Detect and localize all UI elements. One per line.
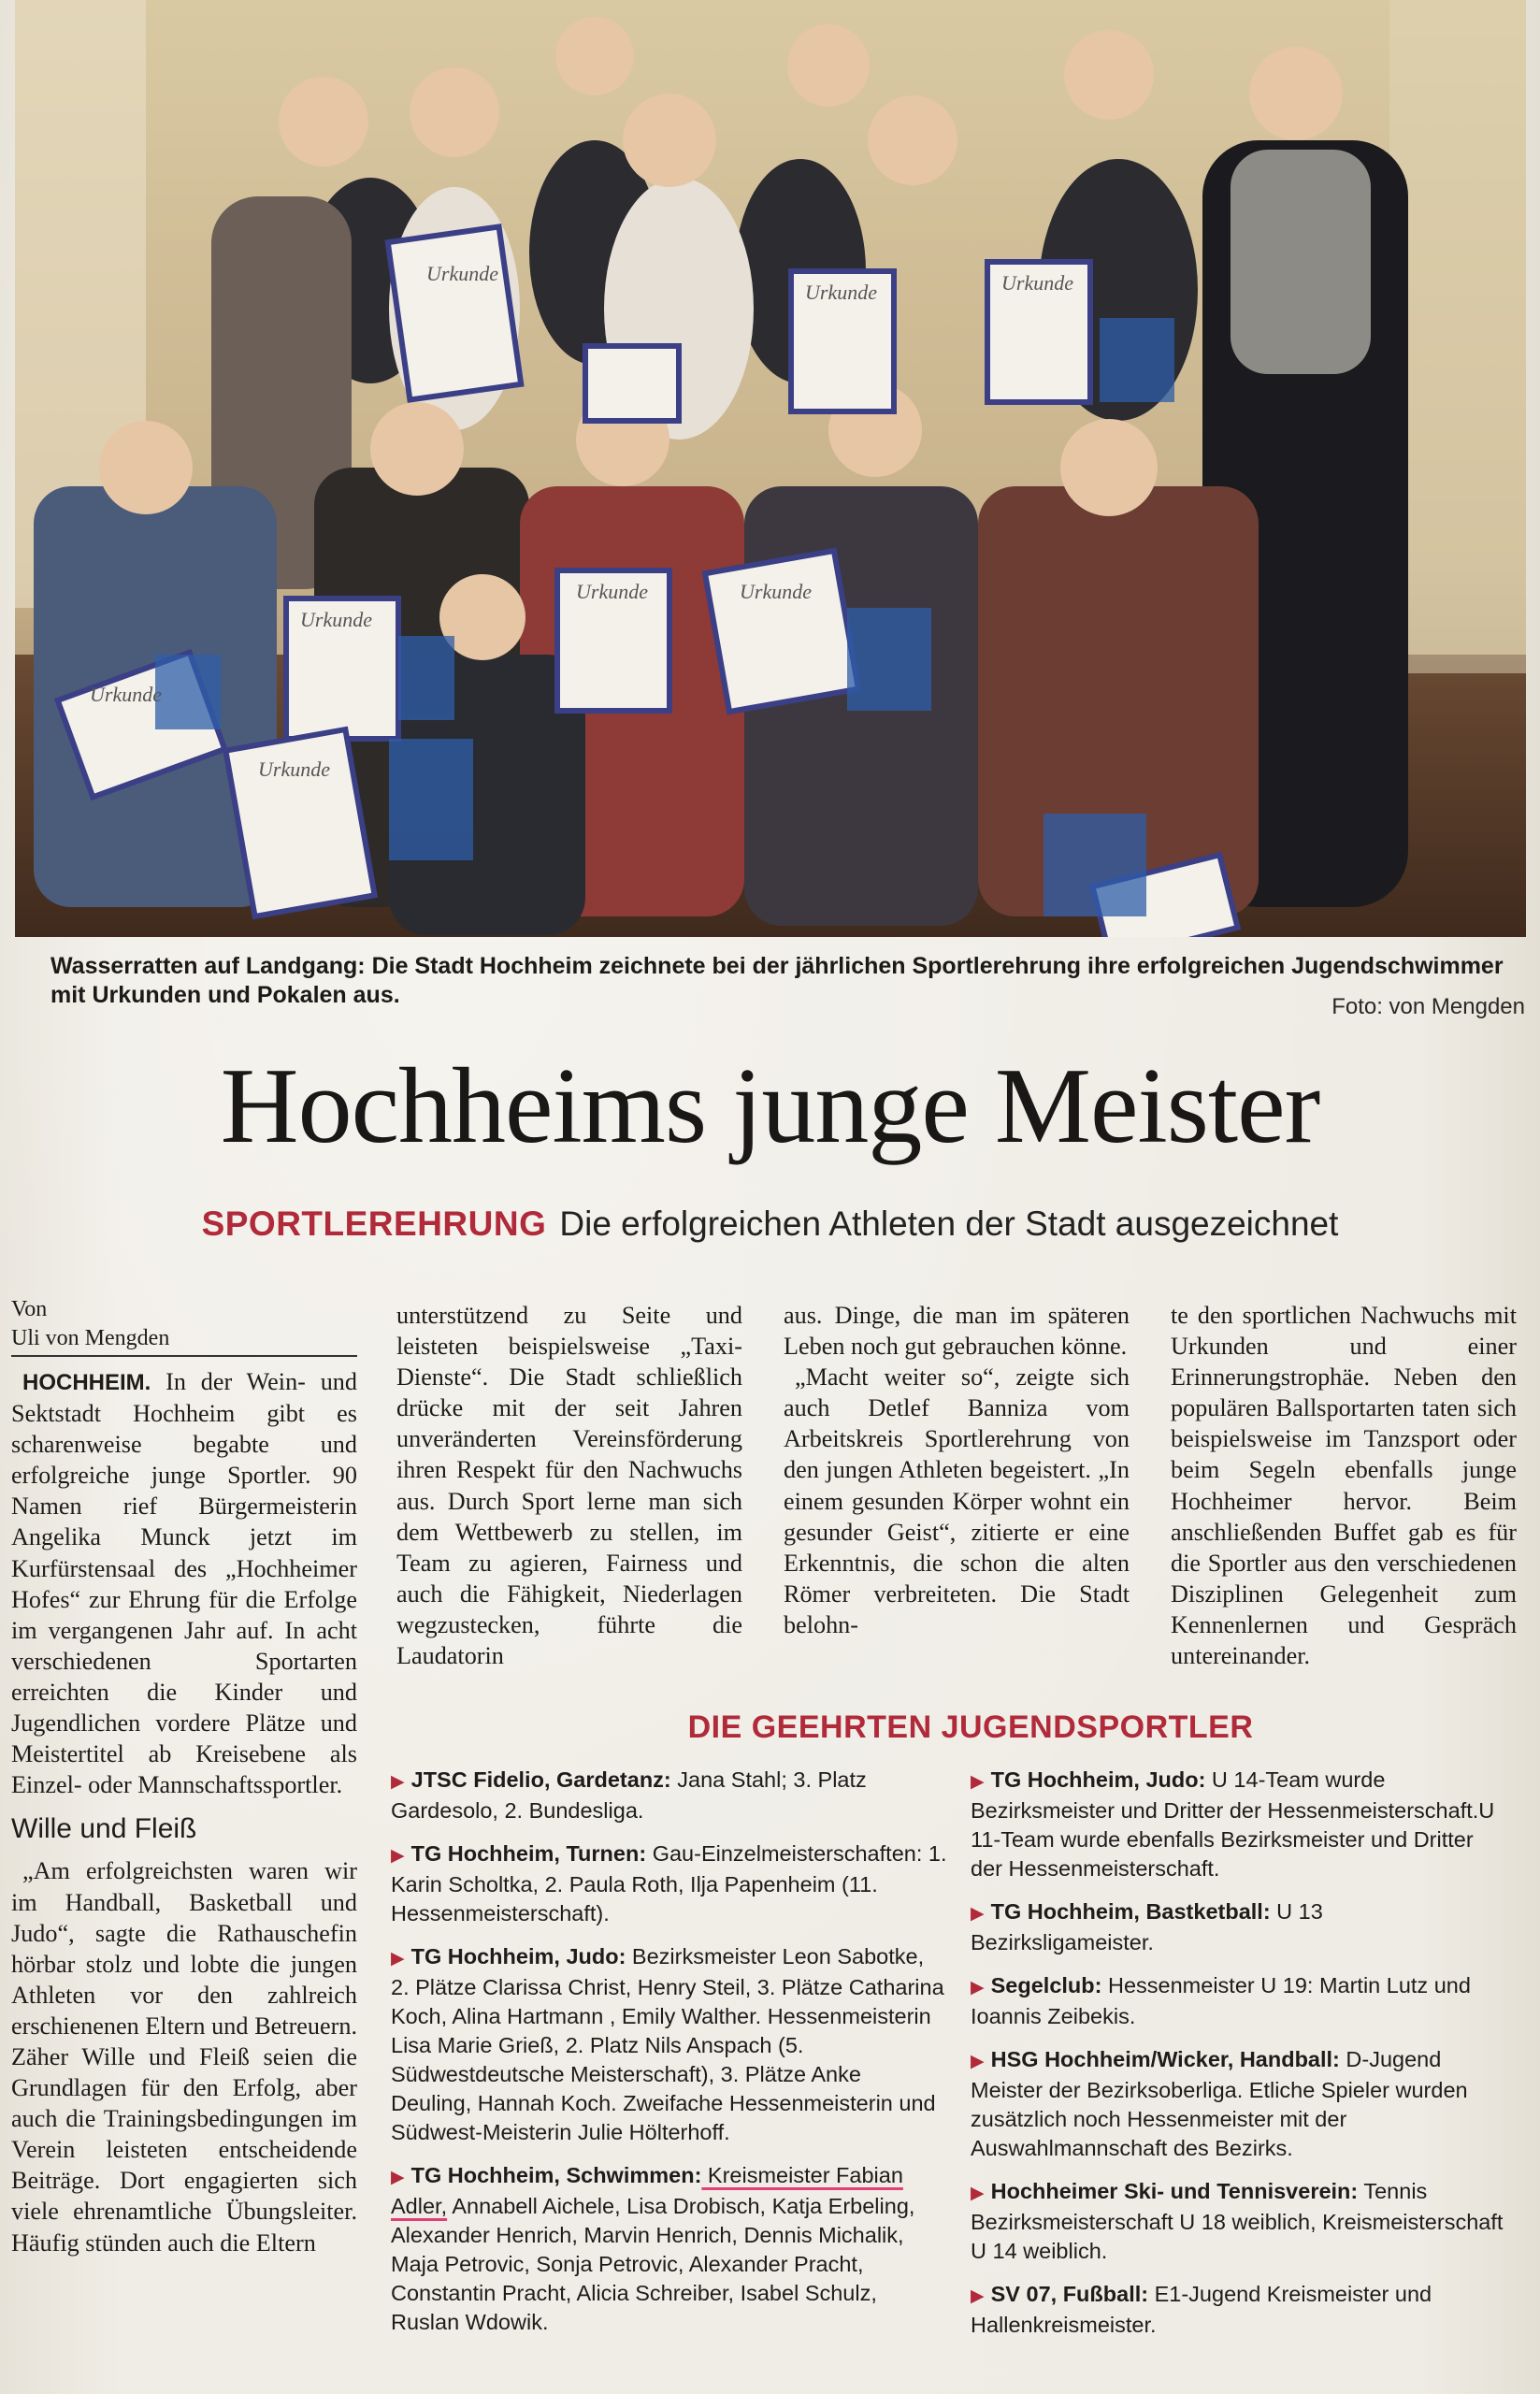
honors-text: Jana Stahl; 3. Platz Gardesolo, 2. Bundesliga. — [391, 1767, 867, 1823]
honors-entry — [971, 2280, 1508, 2340]
headline: Hochheims junge Meister — [220, 1046, 1320, 1166]
triangle-bullet-icon: ▶ — [391, 2168, 405, 2187]
honors-text: U 13 Bezirksligameister. — [971, 1899, 1323, 1954]
triangle-bullet-icon: ▶ — [971, 2052, 985, 2071]
paragraph-col4-1: te den sportlichen Nachwuchs mit Urkunden und einer Erinnerungstrophäe. Neben den populären Ballsportarten taten sich beispielsweise im Tanzsport oder beim Segeln ebenfalls junge Hochheimer hervor. Beim anschließenden Buffet gab es für die Sportler aus den verschiedenen Disziplinen Gelegenheit zum Kennenlernen und Gespräch untereinander. — [1171, 1302, 1517, 1670]
honors-title: DIE GEEHRTEN JUGENDSPORTLER — [687, 1709, 1254, 1745]
paragraph-col1-2: „Am erfolgreichsten waren wir im Handball, Basketball und Judo“, sagte die Rathauschefin hörbar stolz und lobte die jungen Athleten vor den zahlreich erschienenen Eltern und Betreuern. Zäher Wille und Fleiß seien die Grundlagen für den Erfolg, aber auch die Trainingsbedingungen im Verein leisteten entscheidende Beiträge. Dort engagierten sich viele ehrenamtliche Übungsleiter. Häufig stünden auch die Eltern — [11, 1857, 357, 2257]
byline — [11, 1295, 357, 1353]
honors-entry — [971, 1766, 1508, 1883]
paragraph-intro-text: In der Wein- und Sektstadt Hochheim gibt es scharenweise begabte und erfolgreiche junge Sportler. 90 Namen rief Bürgermeisterin Angelika Munck jetzt im Kurfürstensaal des „Hochheimer Hofes“ zur Ehrung für die Erfolge im vergangenen Jahr auf. In acht verschiedenen Sportarten erreichten die Kinder und Jugendlichen vordere Plätze und Meistertitel ab Kreisebene als Einzel- oder Mannschaftssportler. — [11, 1368, 357, 1799]
certificate-label-1: Urkunde — [426, 262, 498, 285]
honors-entry — [391, 1766, 947, 1825]
certificate-label-5: Urkunde — [576, 580, 648, 603]
honors-org: TG Hochheim, Turnen: — [410, 1841, 647, 1866]
honors-entry — [391, 2161, 947, 2337]
photo-credit: Foto: von Mengden — [1331, 994, 1525, 1019]
honors-entry — [971, 2045, 1508, 2163]
honors-org: TG Hochheim, Bastketball: — [990, 1899, 1271, 1924]
honors-list-left — [391, 1766, 947, 2351]
photo-caption: Wasserratten auf Landgang: Die Stadt Hochheim zeichnete bei der jährlichen Sportlerehrung ihre erfolgreichen Jugendschwimmer mit Urkunden und Pokalen aus. — [50, 953, 1504, 1008]
byline-author: Uli von Mengden — [11, 1326, 170, 1350]
highlighted-name: Kreismeister Fabian Adler, — [391, 2163, 903, 2218]
byline-rule — [11, 1355, 357, 1357]
dateline: HOCHHEIM. — [22, 1370, 151, 1395]
byline-prefix: Von — [11, 1297, 48, 1321]
certificate-label-2: Urkunde — [805, 281, 877, 304]
honors-org: SV 07, Fußball: — [990, 2282, 1149, 2306]
honors-org: TG Hochheim, Judo: — [410, 1944, 626, 1969]
triangle-bullet-icon: ▶ — [391, 1949, 405, 1969]
honors-org: Segelclub: — [990, 1973, 1102, 1997]
group-photo — [15, 0, 1526, 937]
honors-text: U 14-Team wurde Bezirksmeister und Dritter der Hessenmeisterschaft.U 11-Team wurde ebenfalls Bezirksmeister und Dritter der Hessenmeisterschaft. — [971, 1767, 1495, 1881]
subheadline — [0, 1204, 1540, 1244]
honors-entry — [971, 1897, 1508, 1957]
triangle-bullet-icon: ▶ — [971, 1904, 985, 1924]
triangle-bullet-icon: ▶ — [971, 1772, 985, 1792]
triangle-bullet-icon: ▶ — [391, 1846, 405, 1866]
honors-entry — [391, 1839, 947, 1928]
honors-entry — [391, 1942, 947, 2147]
triangle-bullet-icon: ▶ — [971, 2184, 985, 2203]
certificate-label-3: Urkunde — [1001, 271, 1073, 295]
honors-text: Hessenmeister U 19: Martin Lutz und Ioannis Zeibekis. — [971, 1973, 1471, 2028]
paragraph-intro — [11, 1366, 357, 1800]
honors-entry — [971, 1971, 1508, 2031]
honors-org: JTSC Fidelio, Gardetanz: — [410, 1767, 671, 1792]
certificate-label-8: Urkunde — [90, 683, 162, 706]
certificate-label-4: Urkunde — [300, 608, 372, 631]
triangle-bullet-icon: ▶ — [391, 1772, 405, 1792]
certificate-label-6: Urkunde — [740, 580, 812, 603]
kicker: SPORTLEREHRUNG — [201, 1204, 547, 1243]
honors-text: D-Jugend Meister der Bezirksoberliga. Etliche Spieler wurden zusätzlich noch Hessenmeister mit der Auswahlmannschaft des Bezirks. — [971, 2047, 1468, 2160]
section-subtitle: Wille und Fleiß — [11, 1813, 197, 1845]
certificate-label-7: Urkunde — [258, 757, 330, 781]
honors-org: TG Hochheim, Judo: — [990, 1767, 1206, 1792]
article-column-4 — [1171, 1300, 1517, 1671]
honors-text: E1-Jugend Kreismeister und Hallenkreismeister. — [971, 2282, 1432, 2337]
honors-text: Tennis Bezirksmeisterschaft U 18 weiblich, Kreismeisterschaft U 14 weiblich. — [971, 2179, 1504, 2263]
paragraph-col3-1: aus. Dinge, die man im späteren Leben noch gut gebrauchen könne. — [784, 1302, 1130, 1361]
honors-org: TG Hochheim, Schwimmen: — [410, 2163, 702, 2187]
photo-illustration — [15, 0, 1526, 937]
article-column-1 — [11, 1295, 357, 2258]
honors-list-right — [971, 1766, 1508, 2354]
triangle-bullet-icon: ▶ — [971, 1978, 985, 1997]
article-column-2 — [396, 1300, 742, 1671]
honors-text: Gau-Einzelmeisterschaften: 1. Karin Scholtka, 2. Paula Roth, Ilja Papenheim (11. Hessenmeisterschaft). — [391, 1841, 947, 1925]
article-column-3 — [784, 1300, 1130, 1640]
triangle-bullet-icon: ▶ — [971, 2286, 985, 2306]
subhead-text: Die erfolgreichen Athleten der Stadt ausgezeichnet — [559, 1204, 1339, 1243]
honors-org: HSG Hochheim/Wicker, Handball: — [990, 2047, 1340, 2071]
paragraph-col3-2: „Macht weiter so“, zeigte sich auch Detlef Banniza vom Arbeitskreis Sportlerehrung von den jungen Athleten begeistert. „In einem gesunden Körper wohnt ein gesunder Geist“, zitierte er eine Erkenntnis, die schon die alten Römer verbreiteten. Die Stadt belohn- — [784, 1363, 1130, 1638]
honors-text: Bezirksmeister Leon Sabotke, 2. Plätze Clarissa Christ, Henry Steil, 3. Plätze Catharina Koch, Alina Hartmann , Emily Walther. Hessenmeisterin Lisa Marie Grieß, 2. Platz Nils Anspach (5. Südwestdeutsche Meisterschaft), 3. Plätze Anke Deuling, Hannah Koch. Zweifache Hessenmeisterin und Südwest-Meisterin Julie Hölterhoff. — [391, 1944, 944, 2144]
paragraph-col2-1: unterstützend zu Seite und leisteten beispielsweise „Taxi-Dienste“. Die Stadt schließlich drücke mit der seit Jahren unveränderten Vereinsförderung ihren Respekt für den Nachwuchs aus. Durch Sport lerne man sich dem Wettbewerb zu stellen, im Team zu agieren, Fairness und auch die Fähigkeit, Niederlagen wegzustecken, führte die Laudatorin — [396, 1302, 742, 1670]
honors-text: Annabell Aichele, Lisa Drobisch, Katja Erbeling, Alexander Henrich, Marvin Henrich, Dennis Michalik, Maja Petrovic, Sonja Petrovic, Alexander Pracht, Constantin Pracht, Alicia Schreiber, Isabel Schulz, Ruslan Wdowik. — [391, 2194, 915, 2334]
honors-org: Hochheimer Ski- und Tennisverein: — [990, 2179, 1359, 2203]
honors-entry — [971, 2177, 1508, 2266]
